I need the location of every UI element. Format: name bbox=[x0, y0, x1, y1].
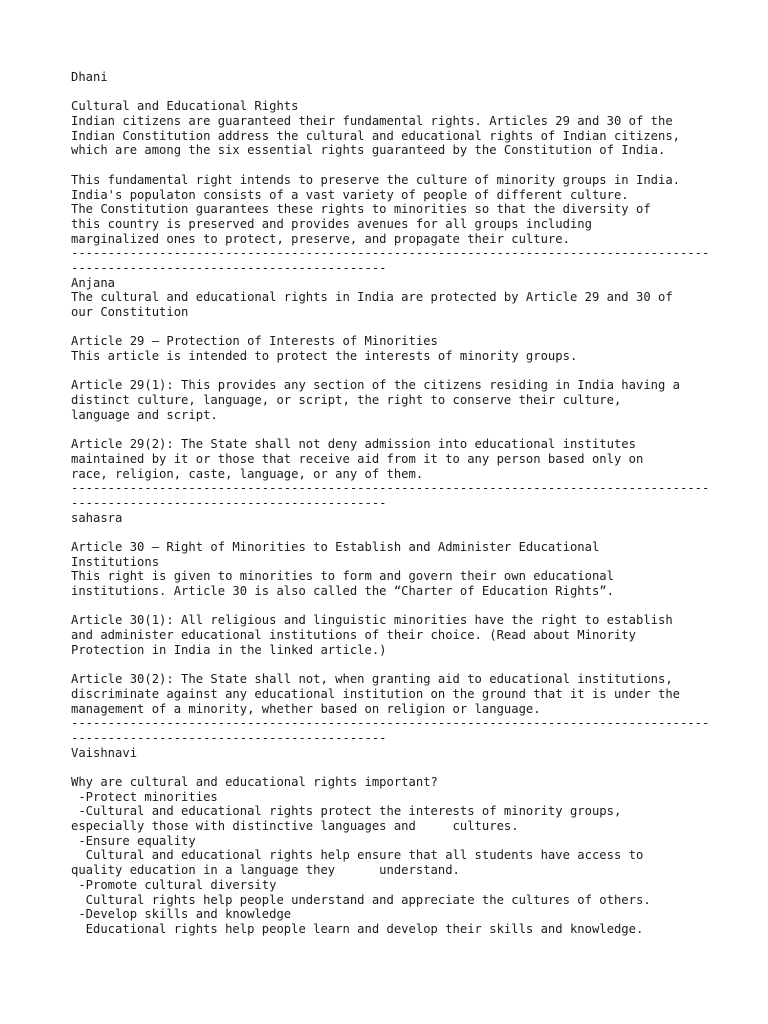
document-line: language and script. bbox=[71, 407, 218, 422]
document-line: especially those with distinctive languages and cultures. bbox=[71, 819, 519, 834]
document-line: institutions. Article 30 is also called the “Charter of Education Rights”. bbox=[71, 584, 614, 599]
document-line: ------------------------------------------- bbox=[71, 495, 387, 510]
document-line: Educational rights help people learn and develop their skills and knowledge. bbox=[71, 921, 644, 936]
document-line bbox=[71, 85, 768, 100]
document-line: Article 30 – Right of Minorities to Establish and Administer Educational bbox=[71, 540, 600, 554]
document-line bbox=[71, 658, 768, 673]
document-line: --------------------------------------------------------------------------------------- bbox=[71, 246, 710, 261]
document-line: quality education in a language they understand. bbox=[71, 863, 460, 878]
document-line: The cultural and educational rights in India are protected by Article 29 and 30 of bbox=[71, 290, 673, 305]
document-line: Dhani bbox=[71, 70, 108, 84]
document-line: This article is intended to protect the interests of minority groups. bbox=[71, 349, 578, 364]
document-line: Article 29(2): The State shall not deny admission into educational institutes bbox=[71, 437, 636, 452]
document-line: race, religion, caste, language, or any of them. bbox=[71, 466, 424, 481]
document-line bbox=[71, 158, 768, 173]
document-line: this country is preserved and provides avenues for all groups including bbox=[71, 216, 592, 231]
document-line: and administer educational institutions of their choice. (Read about Minority bbox=[71, 628, 636, 643]
document-line: Article 29 – Protection of Interests of Minorities bbox=[71, 334, 438, 349]
document-line: --------------------------------------------------------------------------------------- bbox=[71, 716, 710, 731]
document-line: discriminate against any educational institution on the ground that it is under the bbox=[71, 686, 681, 701]
document-line: maintained by it or those that receive aid from it to any person based only on bbox=[71, 451, 644, 466]
document-line: India's populaton consists of a vast variety of people of different culture. bbox=[71, 187, 629, 202]
document-line bbox=[71, 599, 768, 614]
document-line: Article 29(1): This provides any section of the citizens residing in India having a bbox=[71, 378, 681, 393]
document-line: -Develop skills and knowledge bbox=[71, 907, 292, 922]
document-line bbox=[71, 525, 768, 540]
document-line: -Protect minorities bbox=[71, 789, 218, 804]
document-line: --------------------------------------------------------------------------------------- bbox=[71, 481, 710, 496]
document-line: Indian citizens are guaranteed their fundamental rights. Articles 29 and 30 of the bbox=[71, 114, 673, 129]
document-line: management of a minority, whether based on religion or language. bbox=[71, 701, 541, 716]
document-line: Why are cultural and educational rights important? bbox=[71, 775, 438, 789]
document-line: Article 30(2): The State shall not, when granting aid to educational institutions, bbox=[71, 672, 673, 687]
document-line: Indian Constitution address the cultural and educational rights of Indian citizens, bbox=[71, 128, 681, 143]
document-line: This right is given to minorities to form and govern their own educational bbox=[71, 569, 614, 584]
document-line: Institutions bbox=[71, 554, 160, 569]
document-line: This fundamental right intends to preserve the culture of minority groups in India. bbox=[71, 172, 681, 187]
document-line: -Cultural and educational rights protect the interests of minority groups, bbox=[71, 804, 622, 819]
document-line: distinct culture, language, or script, the right to conserve their culture, bbox=[71, 393, 622, 408]
document-line: The Constitution guarantees these rights to minorities so that the diversity of bbox=[71, 202, 651, 217]
document-line: ------------------------------------------- bbox=[71, 730, 387, 745]
document-line: Vaishnavi bbox=[71, 745, 138, 760]
document-line: ------------------------------------------- bbox=[71, 260, 387, 275]
document-line: Cultural and educational rights help ensure that all students have access to bbox=[71, 848, 644, 863]
document-line: -Ensure equality bbox=[71, 833, 196, 848]
document-line bbox=[71, 760, 768, 775]
document-line bbox=[71, 364, 768, 379]
document-line: Article 30(1): All religious and linguistic minorities have the right to establish bbox=[71, 613, 673, 628]
document-line bbox=[71, 320, 768, 335]
document-line: which are among the six essential rights guaranteed by the Constitution of India. bbox=[71, 143, 666, 158]
document-line: our Constitution bbox=[71, 305, 189, 319]
document-line bbox=[71, 423, 768, 438]
document-line: Anjana bbox=[71, 275, 116, 290]
document-line: sahasra bbox=[71, 510, 123, 525]
document-line: -Promote cultural diversity bbox=[71, 877, 277, 892]
document-line: marginalized ones to protect, preserve, and propagate their culture. bbox=[71, 231, 570, 246]
document-line: Cultural rights help people understand and appreciate the cultures of others. bbox=[71, 892, 651, 907]
document-line: Cultural and Educational Rights bbox=[71, 99, 299, 114]
document-line: Protection in India in the linked article.) bbox=[71, 642, 387, 657]
